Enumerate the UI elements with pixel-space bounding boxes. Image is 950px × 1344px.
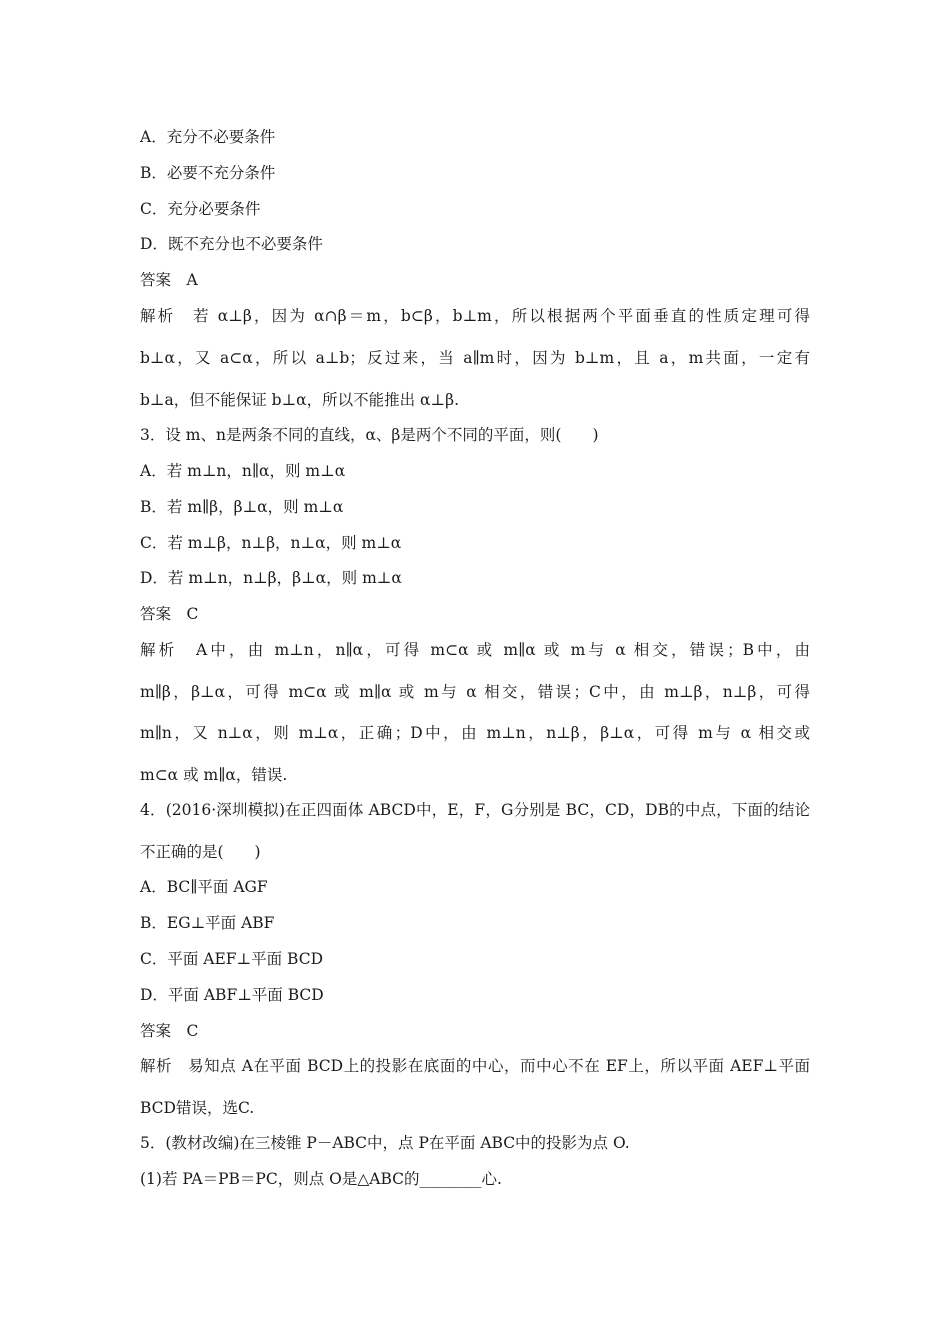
option-b: B．若 m∥β，β⊥α，则 m⊥α — [140, 498, 344, 516]
option-b: B．必要不充分条件 — [140, 164, 276, 182]
explanation-line: b⊥α，又 a⊂α，所以 a⊥b；反过来，当 a∥m时，因为 b⊥m，且 a，m共面，一定有 — [140, 349, 810, 367]
option-c: C．充分必要条件 — [140, 200, 261, 218]
option-c: C．若 m⊥β，n⊥β，n⊥α，则 m⊥α — [140, 534, 402, 552]
explanation-line: m⊂α 或 m∥α，错误. — [140, 766, 288, 784]
explanation-line: b⊥a，但不能保证 b⊥α，所以不能推出 α⊥β. — [140, 391, 459, 409]
explanation-line: BCD错误，选C. — [140, 1099, 255, 1117]
question-4-cont: 不正确的是( ) — [140, 843, 261, 861]
answer: 答案 A — [140, 271, 198, 289]
option-b: B．EG⊥平面 ABF — [140, 914, 275, 932]
option-a: A．充分不必要条件 — [140, 128, 276, 146]
answer: 答案 C — [140, 605, 199, 623]
question-4: 4．(2016·深圳模拟)在正四面体 ABCD中，E，F，G分别是 BC，CD，DB的中点，下面的结论 — [140, 801, 810, 819]
option-c: C．平面 AEF⊥平面 BCD — [140, 950, 324, 968]
question-5: 5．(教材改编)在三棱锥 P－ABC中，点 P在平面 ABC中的投影为点 O. — [140, 1134, 630, 1152]
option-d: D．若 m⊥n，n⊥β，β⊥α，则 m⊥α — [140, 569, 402, 587]
option-a: A．BC∥平面 AGF — [140, 878, 268, 896]
explanation-line: 解析 易知点 A在平面 BCD上的投影在底面的中心，而中心不在 EF上，所以平面 AEF⊥平面 — [140, 1057, 810, 1075]
explanation-line: m∥n，又 n⊥α，则 m⊥α，正确；D中，由 m⊥n，n⊥β，β⊥α，可得 m与 α 相交或 — [140, 724, 810, 742]
explanation-line: 解析 A中，由 m⊥n，n∥α，可得 m⊂α 或 m∥α 或 m与 α 相交，错误；B中，由 — [140, 641, 810, 659]
explanation-line: m∥β，β⊥α，可得 m⊂α 或 m∥α 或 m与 α 相交，错误；C中，由 m⊥β，n⊥β，可得 — [140, 683, 810, 701]
answer: 答案 C — [140, 1022, 199, 1040]
question-5-part-1: (1)若 PA＝PB＝PC，则点 O是△ABC的________心. — [140, 1170, 502, 1188]
option-d: D．既不充分也不必要条件 — [140, 235, 323, 253]
explanation-line: 解析 若 α⊥β，因为 α∩β＝m，b⊂β，b⊥m，所以根据两个平面垂直的性质定理可得 — [140, 307, 810, 325]
question-3: 3．设 m、n是两条不同的直线，α、β是两个不同的平面，则( ) — [140, 426, 599, 444]
option-d: D．平面 ABF⊥平面 BCD — [140, 986, 324, 1004]
option-a: A．若 m⊥n，n∥α，则 m⊥α — [140, 462, 346, 480]
